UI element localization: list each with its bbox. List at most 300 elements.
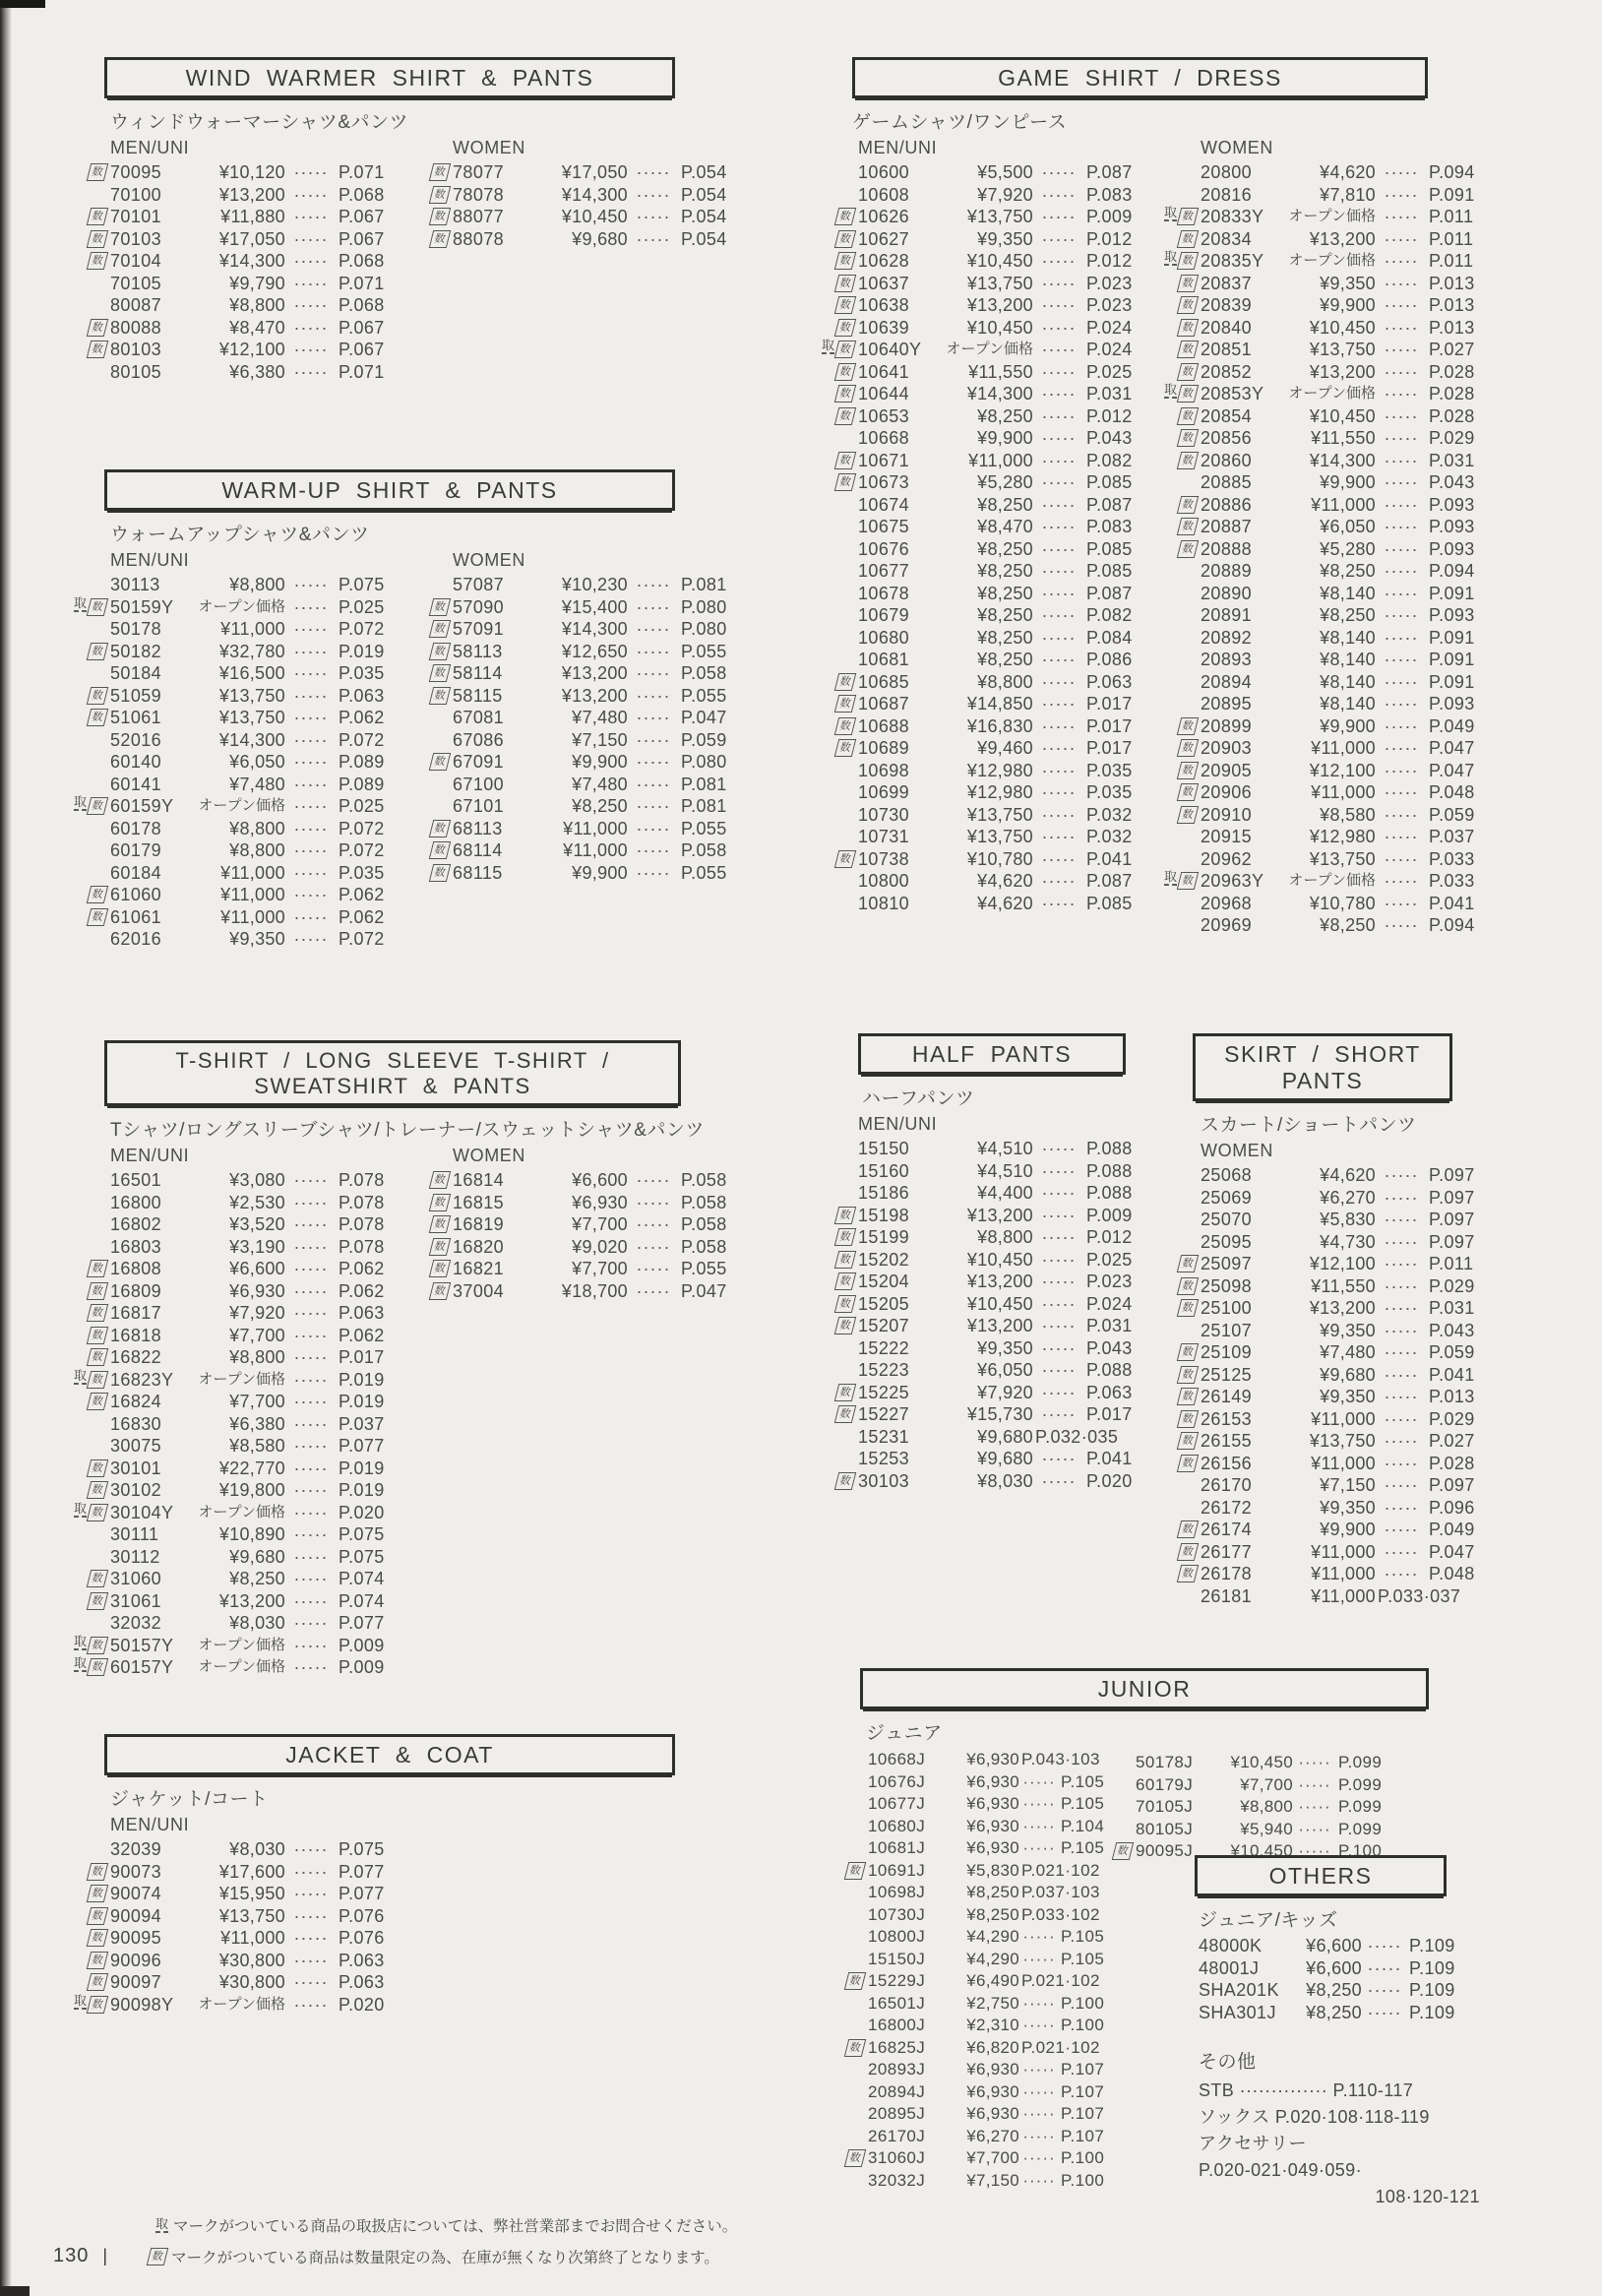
quantity-mark-icon: 数 — [429, 1282, 451, 1300]
page-ref: P.037·103 — [1021, 1883, 1100, 1901]
product-code: 20888 — [1201, 538, 1253, 559]
product-row — [1155, 161, 1498, 184]
product-price: ¥9,900 — [1320, 472, 1376, 492]
quantity-mark-icon: 数 — [87, 252, 108, 270]
quantity-mark-icon: 数 — [1177, 717, 1199, 735]
row-marks — [407, 664, 453, 682]
product-row — [1155, 228, 1498, 251]
dots-leader: ····· — [293, 317, 329, 338]
page-ref: P.032·035 — [1035, 1426, 1119, 1447]
product-row — [813, 383, 1155, 405]
product-row — [407, 228, 750, 251]
product-row — [65, 662, 407, 685]
product-price: ¥6,930 — [966, 1816, 1019, 1835]
product-code: 20889 — [1201, 561, 1253, 581]
product-price: ¥9,900 — [977, 428, 1033, 448]
product-code: 16809 — [110, 1280, 162, 1301]
product-row — [65, 618, 407, 641]
product-list — [813, 161, 1155, 914]
section-wind-warmer — [65, 57, 754, 383]
product-code: 37004 — [453, 1280, 505, 1301]
product-code: 16808 — [110, 1259, 162, 1278]
product-code: 10687 — [858, 694, 910, 714]
page-ref: P.035 — [339, 663, 385, 683]
product-row — [813, 405, 1155, 428]
quantity-mark-icon: 数 — [834, 1405, 856, 1423]
product-code: 58114 — [453, 663, 503, 683]
dots-leader: ····· — [293, 251, 329, 271]
product-code: 20895J — [868, 2104, 926, 2123]
product-code: 48001J — [1199, 1957, 1260, 1978]
dots-leader: ····· — [1367, 1957, 1402, 1978]
dots-leader: ····· — [1384, 1254, 1419, 1273]
dots-leader: ····· — [1041, 1139, 1077, 1158]
page-ref: P.107 — [1061, 2060, 1105, 2079]
page-ref: P.078 — [339, 1236, 385, 1257]
quantity-mark-icon: 数 — [834, 717, 856, 735]
product-price: ¥6,380 — [229, 361, 285, 382]
product-code: 50178J — [1136, 1753, 1194, 1771]
product-price: ¥6,600 — [572, 1170, 628, 1190]
dots-leader: ····· — [636, 1236, 671, 1257]
product-row — [1155, 1474, 1498, 1497]
product-code: 20894J — [868, 2081, 926, 2101]
dots-leader: ····· — [1022, 1794, 1056, 1813]
quantity-mark-icon: 数 — [1177, 230, 1199, 248]
product-row — [813, 427, 1155, 450]
product-price: ¥8,470 — [977, 517, 1033, 536]
product-code: 10800J — [868, 1927, 926, 1946]
product-row — [813, 1359, 1155, 1382]
product-price: ¥15,950 — [218, 1884, 285, 1903]
quantity-mark-icon: 数 — [1177, 1455, 1199, 1472]
product-price: ¥22,770 — [218, 1458, 285, 1478]
dots-leader: ····· — [1041, 228, 1077, 249]
product-price: ¥14,300 — [561, 619, 628, 639]
product-price: ¥9,680 — [977, 1449, 1033, 1468]
page-ref: P.047 — [1429, 738, 1475, 758]
dots-leader: ····· — [1384, 871, 1419, 891]
product-row — [65, 818, 407, 840]
page-ref: P.017 — [1086, 715, 1133, 736]
page-ref: P.089 — [339, 774, 385, 794]
dots-leader: ····· — [1022, 1838, 1056, 1857]
product-list — [1155, 161, 1498, 937]
dots-leader: ····· — [1384, 804, 1419, 825]
product-code: 70095 — [110, 162, 162, 182]
dots-leader: ····· — [1298, 1819, 1331, 1838]
product-row — [813, 1426, 1155, 1449]
page-ref: P.043 — [1429, 472, 1475, 492]
page-ref: P.097 — [1429, 1475, 1475, 1495]
row-marks — [1155, 249, 1201, 270]
quantity-mark-icon: 数 — [87, 687, 108, 705]
product-price: ¥30,800 — [218, 1972, 285, 1992]
product-code: 25070 — [1201, 1210, 1253, 1229]
product-price: ¥13,200 — [218, 184, 285, 205]
product-price: ¥9,900 — [1320, 1520, 1376, 1539]
product-code: 20885 — [1201, 472, 1253, 492]
others-misc-group — [1199, 2047, 1480, 2210]
dots-leader: ····· — [1041, 1337, 1077, 1358]
product-row — [813, 870, 1155, 893]
column-header: MEN/UNI — [858, 1114, 938, 1134]
product-row — [1199, 1957, 1480, 1980]
quantity-mark-icon: 数 — [429, 1215, 451, 1233]
product-code: 70101 — [110, 207, 162, 226]
row-marks — [65, 1570, 110, 1587]
product-code: 50178 — [110, 619, 162, 639]
page-ref: P.078 — [339, 1170, 385, 1190]
product-price: ¥9,900 — [1320, 715, 1376, 736]
product-code: 16501 — [110, 1170, 162, 1190]
product-code: 90073 — [110, 1861, 162, 1882]
product-code: 58113 — [453, 641, 503, 661]
product-code: 48000K — [1199, 1936, 1263, 1955]
product-row — [1155, 604, 1498, 627]
product-code: 52016 — [110, 729, 162, 750]
page-ref: P.105 — [1061, 1771, 1105, 1791]
product-row — [65, 1994, 407, 2017]
scan-corner-top — [0, 0, 45, 8]
row-marks — [1155, 319, 1201, 337]
page-ref: P.019 — [339, 641, 385, 661]
page-ref: P.009 — [339, 1635, 385, 1655]
product-price: ¥13,200 — [966, 1205, 1033, 1225]
product-code: 10627 — [858, 228, 910, 249]
handling-mark-icon: 取 — [1163, 869, 1177, 885]
section-subtitle-jp: ハーフパンツ — [862, 1088, 975, 1109]
product-row — [1155, 781, 1498, 804]
product-price: ¥10,450 — [561, 207, 628, 226]
quantity-mark-icon: 数 — [429, 820, 451, 838]
quantity-mark-icon: 数 — [429, 643, 451, 660]
page-ref: P.025 — [339, 796, 385, 816]
product-code: 57087 — [453, 575, 505, 594]
product-price: ¥6,930 — [966, 1838, 1019, 1857]
product-code: 25098 — [1201, 1275, 1253, 1296]
product-price: ¥5,830 — [966, 1860, 1019, 1880]
quantity-mark-icon: 数 — [1177, 1277, 1199, 1295]
product-price: ¥13,200 — [561, 663, 628, 683]
row-marks — [1155, 496, 1201, 514]
row-marks — [1155, 1343, 1201, 1361]
page-number-separator: | — [102, 2246, 108, 2265]
product-price: ¥6,930 — [966, 1750, 1019, 1769]
product-code: 16802 — [110, 1214, 162, 1234]
dots-leader: ····· — [1041, 848, 1077, 869]
product-code: 10689 — [858, 738, 910, 758]
product-row — [407, 1213, 750, 1236]
product-row — [813, 583, 1155, 605]
product-price: ¥8,250 — [1306, 2002, 1362, 2022]
quantity-mark-icon: 数 — [147, 2248, 168, 2265]
page-ref: P.094 — [1429, 561, 1475, 581]
product-code: 20860 — [1201, 450, 1253, 470]
product-row — [65, 184, 407, 207]
column-header: WOMEN — [453, 550, 525, 570]
dots-leader: ····· — [293, 1259, 329, 1278]
page-number: 130 — [53, 2245, 90, 2266]
dots-leader: ····· — [1041, 184, 1077, 205]
page-ref: P.097 — [1429, 1231, 1475, 1252]
row-marks — [813, 1317, 858, 1334]
product-price: ¥10,780 — [1309, 893, 1376, 913]
dots-leader: ····· — [636, 685, 671, 706]
quantity-mark-icon: 数 — [429, 1171, 451, 1189]
page-ref: P.080 — [681, 752, 727, 772]
page-ref: P.012 — [1086, 228, 1133, 249]
page-ref: P.078 — [339, 1192, 385, 1212]
page-ref: P.084 — [1086, 627, 1133, 648]
product-price: ¥11,000 — [1311, 1453, 1376, 1473]
page-ref: P.019 — [339, 1480, 385, 1500]
product-code: 10678 — [858, 583, 910, 603]
row-marks — [407, 1282, 453, 1300]
page-ref: P.093 — [1429, 494, 1475, 515]
page-ref: P.062 — [339, 1280, 385, 1301]
quantity-mark-icon: 数 — [87, 1637, 108, 1654]
row-marks — [407, 643, 453, 660]
page-ref: P.033·102 — [1021, 1904, 1100, 1924]
product-price: オープン価格 — [198, 1636, 285, 1653]
product-price: ¥8,250 — [977, 605, 1033, 625]
section-title: HALF PANTS — [911, 1041, 1073, 1067]
product-price: ¥4,620 — [1320, 162, 1376, 182]
dots-leader: ····· — [293, 1546, 329, 1567]
dots-leader: ····· — [1022, 1927, 1056, 1946]
product-row — [407, 862, 750, 885]
dots-leader: ····· — [1384, 715, 1419, 736]
quantity-mark-icon: 数 — [429, 1238, 451, 1256]
product-price: ¥9,350 — [1320, 273, 1376, 293]
product-price: ¥13,200 — [966, 1272, 1033, 1291]
quantity-mark-icon: 数 — [429, 753, 451, 771]
product-code: 60179 — [110, 840, 162, 860]
product-price: ¥9,900 — [572, 752, 628, 772]
product-code: 90095 — [110, 1928, 162, 1948]
product-row — [1102, 1774, 1407, 1797]
product-price: ¥8,800 — [229, 818, 285, 838]
dots-leader: ····· — [1367, 1936, 1402, 1955]
product-row — [1199, 1935, 1480, 1957]
row-marks — [1155, 762, 1201, 779]
page-ref: P.107 — [1061, 2126, 1105, 2145]
product-price: ¥8,250 — [977, 650, 1033, 669]
product-code: 15205 — [858, 1293, 910, 1314]
row-marks — [813, 1272, 858, 1290]
product-list — [407, 574, 750, 884]
product-price: ¥11,000 — [1311, 1564, 1376, 1583]
product-list — [1199, 1935, 1480, 2023]
page-ref: P.031 — [1429, 450, 1475, 470]
others-misc-header: その他 — [1199, 2052, 1257, 2073]
product-code: 20837 — [1201, 273, 1253, 293]
product-row — [813, 804, 1155, 827]
scan-corner-bottom — [0, 2286, 30, 2296]
quantity-mark-icon: 数 — [1177, 1366, 1199, 1384]
dots-leader: ····· — [293, 1839, 329, 1859]
product-code: 26149 — [1201, 1387, 1253, 1406]
product-price: ¥7,150 — [966, 2170, 1019, 2190]
product-code: 10698J — [868, 1883, 926, 1901]
row-marks — [1155, 275, 1201, 292]
page-ref: P.076 — [339, 1905, 385, 1926]
product-price: ¥11,000 — [1311, 738, 1376, 758]
product-row — [1155, 1519, 1498, 1541]
row-marks — [407, 230, 453, 248]
product-price: ¥13,200 — [1309, 228, 1376, 249]
quantity-mark-icon: 数 — [429, 620, 451, 638]
dots-leader: ····· — [1041, 1316, 1077, 1335]
product-code: 30075 — [110, 1436, 162, 1456]
product-price: ¥5,280 — [977, 472, 1033, 492]
product-price: ¥13,750 — [966, 207, 1033, 226]
row-marks — [65, 1973, 110, 1991]
page-ref: P.083 — [1086, 517, 1133, 536]
product-code: 51059 — [110, 685, 162, 706]
product-code: 80105 — [110, 361, 162, 382]
row-marks — [1102, 1842, 1136, 1860]
section-title: JACKET & COAT — [285, 1742, 494, 1768]
page-ref: P.025 — [1086, 361, 1133, 382]
product-row — [65, 839, 407, 862]
dots-leader: ····· — [1384, 1210, 1419, 1229]
product-price: ¥9,020 — [572, 1236, 628, 1257]
row-marks — [813, 1295, 858, 1313]
row-marks — [65, 1633, 110, 1654]
page-ref: P.067 — [339, 228, 385, 249]
product-code: 15198 — [858, 1205, 910, 1225]
product-row — [813, 317, 1155, 340]
page-ref: P.035 — [1086, 782, 1133, 802]
product-price: ¥8,250 — [229, 1569, 285, 1588]
product-row — [1155, 206, 1498, 228]
product-code: 10699 — [858, 782, 910, 802]
page-ref: P.072 — [339, 729, 385, 750]
quantity-mark-icon: 数 — [834, 385, 856, 403]
product-price: ¥8,800 — [229, 575, 285, 594]
misc-line: ソックス P.020·108·118-119 — [1199, 2107, 1430, 2127]
product-code: 10673 — [858, 472, 910, 492]
product-row — [65, 273, 407, 295]
product-price: ¥13,200 — [966, 1316, 1033, 1335]
quantity-mark-icon: 数 — [87, 598, 108, 616]
product-row — [1155, 1408, 1498, 1431]
product-price: ¥3,190 — [229, 1236, 285, 1257]
product-row — [65, 1546, 407, 1569]
row-marks — [65, 1367, 110, 1389]
product-row — [813, 1470, 1155, 1493]
row-marks — [407, 1194, 453, 1211]
product-row — [1155, 1364, 1498, 1387]
dots-leader: ····· — [1041, 1382, 1077, 1402]
page-ref: P.009 — [339, 1657, 385, 1677]
page-ref: P.025 — [339, 596, 385, 617]
product-price: ¥6,600 — [1306, 1936, 1362, 1955]
dots-leader: ····· — [1384, 1298, 1419, 1318]
product-code: 30103 — [858, 1470, 910, 1491]
product-code: 70100 — [110, 184, 162, 205]
product-row — [813, 760, 1155, 782]
dots-leader: ····· — [1298, 1841, 1331, 1860]
product-price: ¥8,030 — [229, 1839, 285, 1859]
product-row — [1155, 1253, 1498, 1275]
product-row — [407, 1192, 750, 1214]
dots-leader: ····· — [1384, 428, 1419, 448]
page-ref: P.033 — [1429, 871, 1475, 891]
row-marks — [1155, 1543, 1201, 1561]
page-ref: P.062 — [339, 906, 385, 927]
quantity-mark-icon: 数 — [834, 452, 856, 469]
row-marks — [65, 1929, 110, 1947]
product-row — [65, 1838, 407, 1861]
page-ref: P.080 — [681, 619, 727, 639]
page-ref: P.087 — [1086, 583, 1133, 603]
row-marks — [1155, 806, 1201, 824]
product-code: 90094 — [110, 1905, 162, 1926]
dots-leader: ····· — [1384, 405, 1419, 426]
product-price: ¥4,620 — [977, 871, 1033, 891]
dots-leader: ····· — [1367, 2002, 1402, 2022]
page-ref: P.055 — [681, 818, 727, 838]
page-ref: P.028 — [1429, 405, 1475, 426]
row-marks — [813, 1207, 858, 1224]
dots-leader: ····· — [1041, 738, 1077, 758]
handling-mark-icon: 取 — [821, 338, 834, 353]
dots-leader: ····· — [1041, 1183, 1077, 1203]
page-ref: P.055 — [681, 685, 727, 706]
page-ref: P.031 — [1429, 1298, 1475, 1318]
page-ref: P.096 — [1429, 1497, 1475, 1518]
row-marks — [407, 163, 453, 181]
product-price: ¥2,750 — [966, 1993, 1019, 2013]
row-marks — [813, 230, 858, 248]
dots-leader: ····· — [1384, 295, 1419, 315]
product-row — [65, 707, 407, 729]
product-price: オープン価格 — [1288, 385, 1376, 402]
row-marks — [65, 341, 110, 358]
product-row — [1155, 184, 1498, 207]
section-title: T-SHIRT / LONG SLEEVE T-SHIRT / SWEATSHIRT & PANTS — [175, 1048, 610, 1098]
quantity-mark-icon: 数 — [834, 1472, 856, 1490]
product-code: 30102 — [110, 1480, 162, 1500]
product-row — [813, 450, 1155, 472]
product-price: ¥14,300 — [218, 251, 285, 271]
dots-leader: ····· — [293, 1884, 329, 1903]
page-ref: P.071 — [339, 162, 385, 182]
dots-leader: ····· — [293, 575, 329, 594]
page-ref: P.077 — [339, 1861, 385, 1882]
dots-leader: ····· — [293, 1413, 329, 1434]
page-ref: P.082 — [1086, 605, 1133, 625]
product-code: 15253 — [858, 1449, 910, 1468]
quantity-mark-icon: 数 — [87, 1282, 108, 1300]
section-half-pants — [813, 1033, 1155, 1492]
row-marks — [1155, 1255, 1201, 1272]
page-ref: P.028 — [1429, 384, 1475, 403]
dots-leader: ····· — [1384, 1231, 1419, 1252]
product-code: 10644 — [858, 384, 910, 403]
quantity-mark-icon: 数 — [429, 163, 451, 181]
quantity-mark-icon: 数 — [844, 1972, 866, 1990]
misc-line: P.020-021·049·059· — [1199, 2160, 1362, 2180]
quantity-mark-icon: 数 — [1177, 429, 1199, 447]
dots-leader: ····· — [1041, 1470, 1077, 1491]
product-code: 26178 — [1201, 1564, 1253, 1583]
product-code: 67091 — [453, 752, 505, 772]
page-ref: P.013 — [1429, 1387, 1475, 1406]
